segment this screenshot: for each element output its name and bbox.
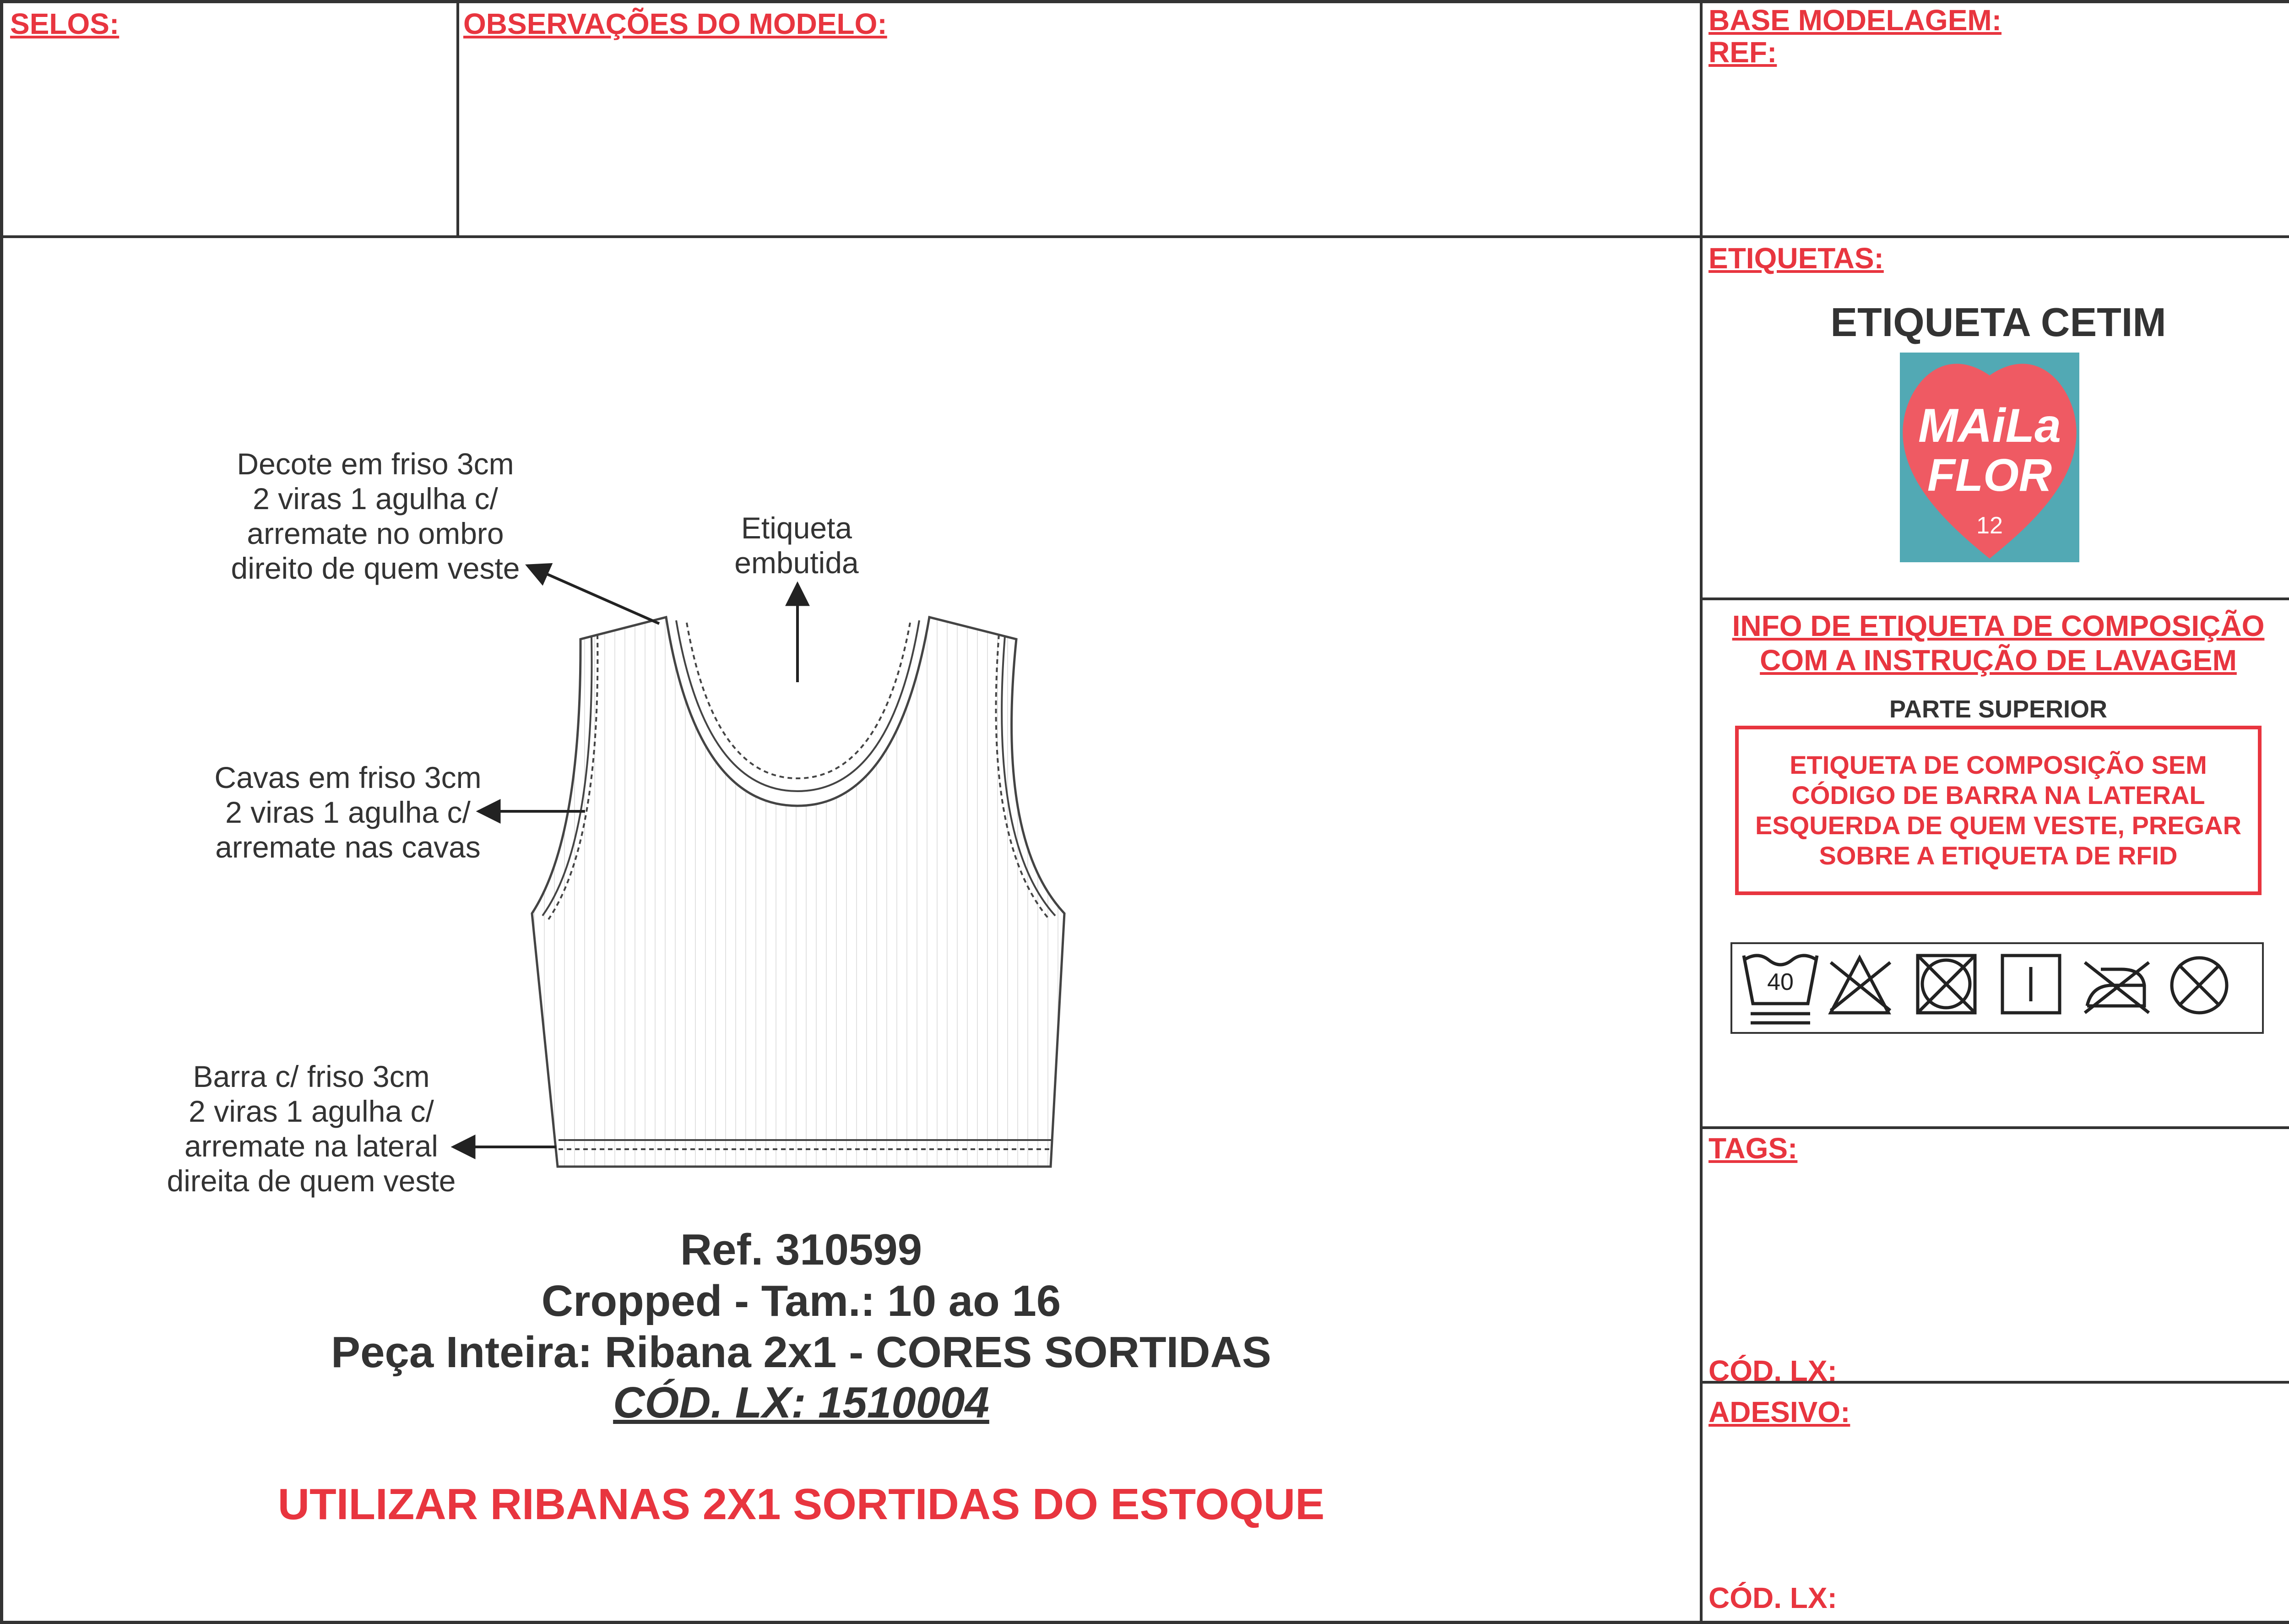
parte-superior-label: PARTE SUPERIOR — [1889, 695, 2108, 723]
care-symbols-box — [1730, 942, 2264, 1034]
note-line: arremate no ombro — [247, 516, 504, 550]
product-ref: Ref. 310599 — [680, 1225, 922, 1274]
product-cropped: Cropped - Tam.: 10 ao 16 — [541, 1276, 1061, 1325]
selos-label: SELOS: — [10, 7, 119, 40]
note-line: direita de quem veste — [167, 1164, 456, 1198]
info-composicao-title-2: COM A INSTRUÇÃO DE LAVAGEM — [1760, 644, 2237, 677]
no-dry-clean-icon — [2172, 958, 2227, 1013]
note-line: Barra c/ friso 3cm — [193, 1059, 430, 1093]
note-line: arremate nas cavas — [215, 830, 481, 864]
crop-top-body — [532, 617, 1064, 1167]
note-line: 2 viras 1 agulha c/ — [189, 1094, 434, 1128]
info-composicao-title-1: INFO DE ETIQUETA DE COMPOSIÇÃO — [1732, 609, 2265, 642]
note-line: 2 viras 1 agulha c/ — [253, 482, 498, 516]
note-line: Etiqueta — [741, 511, 852, 545]
selos-divider — [456, 0, 459, 237]
composition-note-box — [1735, 726, 2262, 895]
no-bleach-icon — [1831, 958, 1890, 1013]
product-peca: Peça Inteira: Ribana 2x1 - CORES SORTIDAS — [331, 1328, 1271, 1377]
tags-cod-label: CÓD. LX: — [1709, 1354, 1837, 1387]
logo-text-flor: FLOR — [1927, 450, 2052, 501]
wash-temp: 40 — [1767, 969, 1794, 995]
product-cod-lx: CÓD. LX: 1510004 — [613, 1378, 989, 1427]
maila-flor-logo — [1900, 353, 2079, 562]
note-line: direito de quem veste — [231, 551, 520, 585]
composition-line: SOBRE A ETIQUETA DE RFID — [1819, 841, 2178, 870]
etiquetas-label: ETIQUETAS: — [1709, 242, 1884, 275]
info-divider — [1701, 1126, 2289, 1129]
composition-line: CÓDIGO DE BARRA NA LATERAL — [1791, 781, 2205, 809]
tags-label: TAGS: — [1709, 1132, 1798, 1165]
note-line: 2 viras 1 agulha c/ — [225, 795, 471, 829]
logo-size: 12 — [1976, 512, 2003, 539]
note-line: arremate na lateral — [184, 1129, 438, 1163]
base-modelagem-label: BASE MODELAGEM: — [1709, 4, 2002, 37]
etiqueta-cetim-title: ETIQUETA CETIM — [1830, 299, 2166, 345]
sidebar-divider — [1700, 0, 1703, 1624]
observacoes-label: OBSERVAÇÕES DO MODELO: — [463, 7, 887, 40]
decote-note — [220, 446, 531, 586]
ref-label: REF: — [1709, 36, 1777, 69]
note-line: Cavas em friso 3cm — [214, 760, 482, 794]
adesivo-cod-label: CÓD. LX: — [1709, 1581, 1837, 1614]
etiqueta-note — [705, 511, 888, 580]
line-dry-icon — [2002, 956, 2060, 1013]
cavas-note — [192, 760, 504, 864]
etiquetas-divider — [1701, 597, 2289, 600]
no-iron-icon — [2085, 962, 2149, 1013]
adesivo-label: ADESIVO: — [1709, 1396, 1850, 1428]
no-tumble-dry-icon — [1918, 956, 1975, 1013]
composition-line: ETIQUETA DE COMPOSIÇÃO SEM — [1790, 750, 2207, 779]
decote-arrow — [527, 565, 659, 624]
note-line: embutida — [734, 546, 859, 580]
note-line: Decote em friso 3cm — [237, 447, 514, 481]
stock-instruction: UTILIZAR RIBANAS 2X1 SORTIDAS DO ESTOQUE — [277, 1480, 1325, 1529]
composition-line: ESQUERDA DE QUEM VESTE, PREGAR — [1755, 811, 2242, 840]
logo-text-maila: MAiLa — [1918, 399, 2061, 452]
barra-note — [156, 1059, 467, 1198]
